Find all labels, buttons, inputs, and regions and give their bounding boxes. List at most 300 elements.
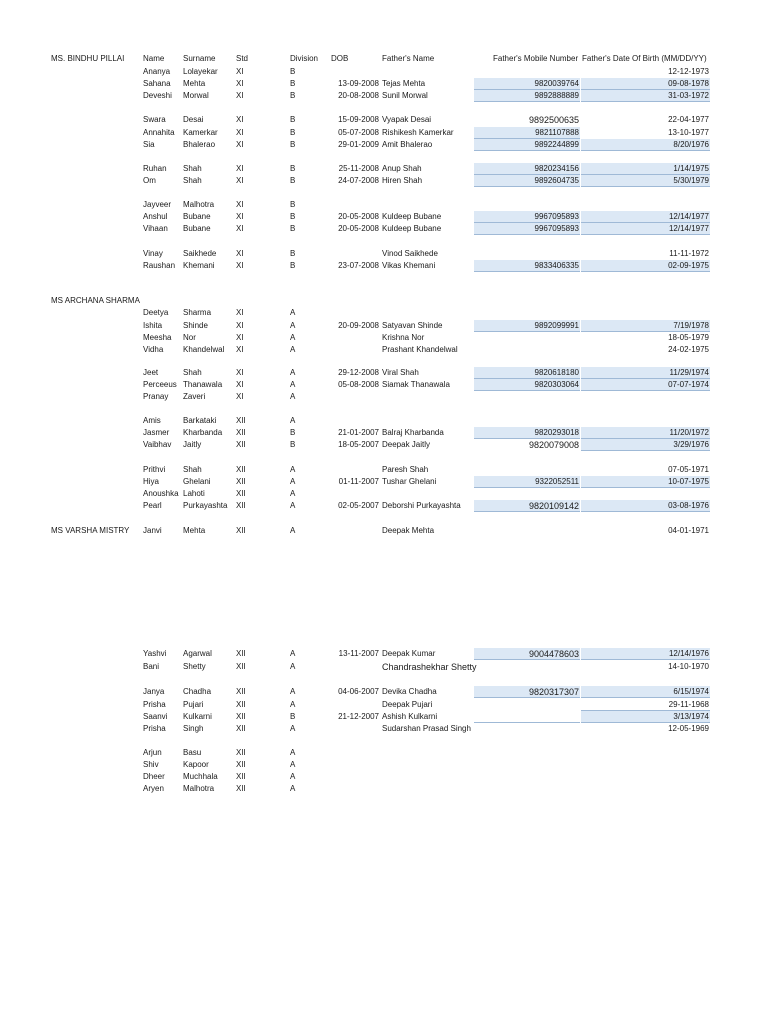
cell-father-dob[interactable]: 13-10-1977 bbox=[668, 128, 709, 137]
cell-surname[interactable]: Shah bbox=[183, 176, 202, 185]
cell-mobile[interactable]: 9892500635 bbox=[528, 115, 579, 125]
cell-mobile[interactable]: 9821107888 bbox=[535, 128, 579, 137]
table-row bbox=[0, 248, 768, 260]
cell-std[interactable]: XI bbox=[236, 308, 244, 317]
cell-mobile[interactable]: 9892888889 bbox=[534, 91, 579, 100]
cell-mobile[interactable]: 9820303064 bbox=[534, 380, 579, 389]
cell-father-name[interactable]: Amit Bhalerao bbox=[382, 140, 433, 149]
cell-mobile[interactable]: 9820109142 bbox=[528, 501, 579, 511]
cell-father-dob[interactable]: 09-08-1978 bbox=[668, 79, 709, 88]
table-row bbox=[0, 500, 768, 512]
cell-name[interactable]: Sia bbox=[143, 140, 155, 149]
cell-name[interactable]: Vaibhav bbox=[143, 440, 172, 449]
cell-name[interactable]: Vihaan bbox=[143, 224, 168, 233]
cell-surname[interactable]: Mehta bbox=[183, 79, 206, 88]
teacher-label-3[interactable]: MS VARSHA MISTRY bbox=[51, 526, 130, 535]
cell-father-dob[interactable]: 3/13/1974 bbox=[673, 712, 709, 721]
cell-dob[interactable]: 01-11-2007 bbox=[338, 477, 379, 486]
cell-std[interactable]: XI bbox=[236, 164, 244, 173]
cell-father-dob[interactable]: 29-11-1968 bbox=[668, 700, 709, 709]
cell-std[interactable]: XI bbox=[236, 128, 244, 137]
cell-surname[interactable]: Malhotra bbox=[183, 784, 215, 793]
cell-division[interactable]: B bbox=[290, 712, 296, 721]
table-row bbox=[0, 307, 768, 319]
cell-surname[interactable]: Lolayekar bbox=[183, 67, 218, 76]
cell-name[interactable]: Hiya bbox=[143, 477, 160, 486]
table-row bbox=[0, 367, 768, 379]
header-division[interactable]: Division bbox=[290, 54, 319, 63]
cell-dob[interactable]: 15-09-2008 bbox=[338, 115, 379, 124]
table-row bbox=[0, 711, 768, 723]
cell-father-dob[interactable]: 04-01-1971 bbox=[668, 526, 709, 535]
cell-surname[interactable]: Shah bbox=[183, 465, 202, 474]
cell-surname[interactable]: Nor bbox=[183, 333, 196, 342]
cell-father-dob[interactable]: 8/20/1976 bbox=[673, 140, 709, 149]
cell-std[interactable]: XII bbox=[236, 477, 246, 486]
cell-father-name[interactable]: Deepak Jaitly bbox=[382, 440, 431, 449]
cell-dob[interactable]: 21-01-2007 bbox=[338, 428, 379, 437]
cell-father-name[interactable]: Ashish Kulkarni bbox=[382, 712, 438, 721]
cell-division[interactable]: B bbox=[290, 91, 296, 100]
cell-division[interactable]: B bbox=[290, 164, 296, 173]
cell-division[interactable]: A bbox=[290, 489, 296, 498]
cell-father-dob[interactable]: 24-02-1975 bbox=[668, 345, 709, 354]
cell-father-name[interactable]: Vinod Saikhede bbox=[382, 249, 438, 258]
cell-surname[interactable]: Pujari bbox=[183, 700, 204, 709]
cell-dob[interactable]: 25-11-2008 bbox=[338, 164, 379, 173]
cell-name[interactable]: Bani bbox=[143, 662, 160, 671]
cell-dob[interactable]: 29-01-2009 bbox=[338, 140, 379, 149]
cell-dob[interactable]: 20-05-2008 bbox=[338, 212, 379, 221]
cell-surname[interactable]: Malhotra bbox=[183, 200, 215, 209]
cell-name[interactable]: Om bbox=[143, 176, 156, 185]
cell-division[interactable]: B bbox=[290, 140, 296, 149]
cell-father-dob[interactable]: 03-08-1976 bbox=[668, 501, 709, 510]
table-row bbox=[0, 439, 768, 451]
cell-name[interactable]: Annahita bbox=[143, 128, 175, 137]
cell-father-name[interactable]: Tejas Mehta bbox=[382, 79, 426, 88]
cell-dob[interactable]: 20-08-2008 bbox=[338, 91, 379, 100]
cell-mobile[interactable]: 9833406335 bbox=[534, 261, 579, 270]
cell-father-dob[interactable]: 07-07-1974 bbox=[668, 380, 709, 389]
cell-surname[interactable]: Chadha bbox=[183, 687, 212, 696]
cell-std[interactable]: XII bbox=[236, 772, 246, 781]
cell-father-name[interactable]: Chandrashekhar Shetty bbox=[382, 662, 477, 672]
cell-dob[interactable]: 02-05-2007 bbox=[338, 501, 379, 510]
cell-father-dob[interactable]: 02-09-1975 bbox=[668, 261, 709, 270]
cell-name[interactable]: Dheer bbox=[143, 772, 165, 781]
cell-father-name[interactable]: Tushar Ghelani bbox=[382, 477, 437, 486]
cell-std[interactable]: XII bbox=[236, 649, 246, 658]
cell-name[interactable]: Deveshi bbox=[143, 91, 172, 100]
cell-std[interactable]: XI bbox=[236, 115, 244, 124]
cell-division[interactable]: B bbox=[290, 261, 296, 270]
cell-father-name[interactable]: Deepak Mehta bbox=[382, 526, 435, 535]
table-row bbox=[0, 747, 768, 759]
cell-name[interactable]: Janvi bbox=[143, 526, 162, 535]
cell-division[interactable]: B bbox=[290, 200, 296, 209]
cell-name[interactable]: Sahana bbox=[143, 79, 171, 88]
cell-std[interactable]: XII bbox=[236, 662, 246, 671]
cell-surname[interactable]: Shinde bbox=[183, 321, 208, 330]
cell-name[interactable]: Yashvi bbox=[143, 649, 167, 658]
table-row bbox=[0, 199, 768, 211]
header-std[interactable]: Std bbox=[236, 54, 249, 63]
table-row bbox=[0, 415, 768, 427]
cell-name[interactable]: Shiv bbox=[143, 760, 159, 769]
header-father-dob[interactable]: Father's Date Of Birth (MM/DD/YY) bbox=[582, 54, 707, 63]
cell-surname[interactable]: Bubane bbox=[183, 212, 211, 221]
cell-name[interactable]: Meesha bbox=[143, 333, 172, 342]
cell-surname[interactable]: Barkataki bbox=[183, 416, 217, 425]
cell-surname[interactable]: Shah bbox=[183, 368, 202, 377]
cell-std[interactable]: XII bbox=[236, 784, 246, 793]
cell-std[interactable]: XI bbox=[236, 67, 244, 76]
cell-father-name[interactable]: Vyapak Desai bbox=[382, 115, 432, 124]
table-row bbox=[0, 114, 768, 126]
header-surname[interactable]: Surname bbox=[183, 54, 216, 63]
cell-std[interactable]: XII bbox=[236, 748, 246, 757]
cell-father-dob[interactable]: 3/29/1976 bbox=[673, 440, 709, 449]
table-row bbox=[0, 139, 768, 151]
table-row bbox=[0, 391, 768, 403]
table-row bbox=[0, 648, 768, 660]
table-row bbox=[0, 260, 768, 272]
cell-name[interactable]: Deetya bbox=[143, 308, 169, 317]
cell-division[interactable]: A bbox=[290, 662, 296, 671]
cell-name[interactable]: Vinay bbox=[143, 249, 163, 258]
cell-father-dob[interactable]: 6/15/1974 bbox=[673, 687, 709, 696]
header-father-mobile[interactable]: Father's Mobile Number bbox=[493, 54, 579, 63]
cell-name[interactable]: Saanvi bbox=[143, 712, 168, 721]
cell-surname[interactable]: Purkayashta bbox=[183, 501, 228, 510]
cell-std[interactable]: XI bbox=[236, 91, 244, 100]
cell-surname[interactable]: Khemani bbox=[183, 261, 215, 270]
cell-father-name[interactable]: Deepak Kumar bbox=[382, 649, 436, 658]
table-row bbox=[0, 332, 768, 344]
cell-dob[interactable]: 13-09-2008 bbox=[338, 79, 379, 88]
cell-surname[interactable]: Ghelani bbox=[183, 477, 211, 486]
table-row bbox=[0, 175, 768, 187]
cell-division[interactable]: B bbox=[290, 67, 296, 76]
cell-father-name[interactable]: Kuldeep Bubane bbox=[382, 224, 442, 233]
cell-father-name[interactable]: Deepak Pujari bbox=[382, 700, 433, 709]
cell-surname[interactable]: Shah bbox=[183, 164, 202, 173]
cell-name[interactable]: Aryen bbox=[143, 784, 164, 793]
cell-father-dob[interactable]: 1/14/1975 bbox=[673, 164, 709, 173]
cell-surname[interactable]: Desai bbox=[183, 115, 204, 124]
cell-std[interactable]: XI bbox=[236, 321, 244, 330]
cell-mobile[interactable]: 9820039764 bbox=[534, 79, 579, 88]
cell-father-name[interactable]: Satyavan Shinde bbox=[382, 321, 443, 330]
cell-std[interactable]: XII bbox=[236, 526, 246, 535]
cell-std[interactable]: XII bbox=[236, 465, 246, 474]
cell-division[interactable]: B bbox=[290, 440, 296, 449]
cell-father-dob[interactable]: 12-12-1973 bbox=[668, 67, 709, 76]
table-row bbox=[0, 163, 768, 175]
cell-division[interactable]: A bbox=[290, 380, 296, 389]
cell-father-dob[interactable]: 11-11-1972 bbox=[669, 249, 709, 258]
table-row bbox=[0, 783, 768, 795]
cell-father-dob[interactable]: 12-05-1969 bbox=[668, 724, 709, 733]
cell-mobile[interactable]: 9820293018 bbox=[534, 428, 579, 437]
cell-dob[interactable]: 21-12-2007 bbox=[338, 712, 379, 721]
cell-division[interactable]: A bbox=[290, 700, 296, 709]
cell-std[interactable]: XII bbox=[236, 416, 246, 425]
cell-division[interactable]: A bbox=[290, 501, 296, 510]
table-row bbox=[0, 525, 768, 537]
cell-surname[interactable]: Agarwal bbox=[183, 649, 212, 658]
cell-division[interactable]: A bbox=[290, 784, 296, 793]
cell-surname[interactable]: Mehta bbox=[183, 526, 206, 535]
cell-mobile[interactable]: 9322052511 bbox=[535, 477, 579, 486]
table-row bbox=[0, 759, 768, 771]
cell-division[interactable]: A bbox=[290, 321, 296, 330]
cell-dob[interactable]: 04-06-2007 bbox=[338, 687, 379, 696]
cell-std[interactable]: XII bbox=[236, 501, 246, 510]
cell-surname[interactable]: Saikhede bbox=[183, 249, 217, 258]
cell-surname[interactable]: Jaitly bbox=[183, 440, 202, 449]
cell-father-name[interactable]: Vikas Khemani bbox=[382, 261, 436, 270]
cell-father-dob[interactable]: 18-05-1979 bbox=[668, 333, 709, 342]
cell-name[interactable]: Pearl bbox=[143, 501, 162, 510]
cell-division[interactable]: A bbox=[290, 465, 296, 474]
table-row bbox=[0, 661, 768, 673]
cell-father-dob[interactable]: 11/20/1972 bbox=[669, 428, 709, 437]
cell-mobile[interactable]: 9820317307 bbox=[528, 687, 579, 697]
cell-division[interactable]: A bbox=[290, 392, 296, 401]
cell-std[interactable]: XI bbox=[236, 261, 244, 270]
cell-father-dob[interactable]: 31-03-1972 bbox=[668, 91, 709, 100]
cell-surname[interactable]: Thanawala bbox=[183, 380, 223, 389]
cell-father-dob[interactable]: 07-05-1971 bbox=[668, 465, 709, 474]
cell-surname[interactable]: Kulkarni bbox=[183, 712, 212, 721]
cell-std[interactable]: XI bbox=[236, 224, 244, 233]
cell-father-name[interactable]: Krishna Nor bbox=[382, 333, 425, 342]
cell-father-dob[interactable]: 5/30/1979 bbox=[673, 176, 709, 185]
cell-division[interactable]: A bbox=[290, 760, 296, 769]
cell-surname[interactable]: Sharma bbox=[183, 308, 212, 317]
cell-father-dob[interactable]: 11/29/1974 bbox=[669, 368, 709, 377]
cell-dob[interactable]: 18-05-2007 bbox=[338, 440, 379, 449]
cell-dob[interactable]: 23-07-2008 bbox=[338, 261, 379, 270]
table-row bbox=[0, 211, 768, 223]
cell-mobile[interactable]: 9892244899 bbox=[534, 140, 579, 149]
cell-division[interactable]: A bbox=[290, 333, 296, 342]
header-father-name[interactable]: Father's Name bbox=[382, 54, 435, 63]
cell-father-name[interactable]: Viral Shah bbox=[382, 368, 419, 377]
cell-mobile[interactable]: 9820079008 bbox=[528, 440, 579, 450]
table-row bbox=[0, 464, 768, 476]
header-row bbox=[0, 53, 768, 65]
cell-surname[interactable]: Basu bbox=[183, 748, 202, 757]
table-row bbox=[0, 320, 768, 332]
cell-father-dob[interactable]: 22-04-1977 bbox=[668, 115, 709, 124]
cell-father-name[interactable]: Deborshi Purkayashta bbox=[382, 501, 461, 510]
cell-name[interactable]: Arjun bbox=[143, 748, 162, 757]
cell-division[interactable]: A bbox=[290, 345, 296, 354]
cell-dob[interactable]: 05-07-2008 bbox=[338, 128, 379, 137]
cell-name[interactable]: Jeet bbox=[143, 368, 159, 377]
table-row bbox=[0, 476, 768, 488]
cell-father-name[interactable]: Hiren Shah bbox=[382, 176, 423, 185]
cell-surname[interactable]: Khandelwal bbox=[183, 345, 225, 354]
cell-mobile[interactable]: 9820618180 bbox=[534, 368, 579, 377]
cell-std[interactable]: XI bbox=[236, 345, 244, 354]
cell-father-name[interactable]: Kuldeep Bubane bbox=[382, 212, 442, 221]
cell-std[interactable]: XI bbox=[236, 176, 244, 185]
cell-std[interactable]: XII bbox=[236, 440, 246, 449]
cell-division[interactable]: B bbox=[290, 249, 296, 258]
cell-surname[interactable]: Morwal bbox=[183, 91, 209, 100]
table-row bbox=[0, 686, 768, 698]
cell-dob[interactable]: 13-11-2007 bbox=[338, 649, 379, 658]
cell-father-name[interactable]: Rishikesh Kamerkar bbox=[382, 128, 454, 137]
cell-father-name[interactable]: Sudarshan Prasad Singh bbox=[382, 724, 471, 733]
table-row bbox=[0, 488, 768, 500]
cell-father-dob[interactable]: 12/14/1976 bbox=[668, 649, 709, 658]
cell-std[interactable]: XI bbox=[236, 79, 244, 88]
cell-std[interactable]: XI bbox=[236, 140, 244, 149]
cell-name[interactable]: Raushan bbox=[143, 261, 176, 270]
cell-name[interactable]: Prisha bbox=[143, 700, 166, 709]
cell-division[interactable]: B bbox=[290, 212, 296, 221]
header-dob[interactable]: DOB bbox=[331, 54, 349, 63]
cell-father-dob[interactable]: 10-07-1975 bbox=[668, 477, 709, 486]
cell-division[interactable]: A bbox=[290, 748, 296, 757]
cell-surname[interactable]: Kharbanda bbox=[183, 428, 223, 437]
table-row bbox=[0, 379, 768, 391]
cell-surname[interactable]: Bhalerao bbox=[183, 140, 216, 149]
cell-name[interactable]: Ruhan bbox=[143, 164, 167, 173]
cell-father-dob[interactable]: 7/19/1978 bbox=[673, 321, 709, 330]
cell-std[interactable]: XI bbox=[236, 212, 244, 221]
cell-std[interactable]: XI bbox=[236, 368, 244, 377]
cell-mobile[interactable]: 9004478603 bbox=[528, 649, 579, 659]
cell-name[interactable]: Janya bbox=[143, 687, 165, 696]
cell-dob[interactable]: 29-12-2008 bbox=[338, 368, 379, 377]
cell-dob[interactable]: 05-08-2008 bbox=[338, 380, 379, 389]
cell-name[interactable]: Perceeus bbox=[143, 380, 177, 389]
cell-std[interactable]: XII bbox=[236, 687, 246, 696]
cell-name[interactable]: Vidha bbox=[143, 345, 164, 354]
cell-division[interactable]: B bbox=[290, 428, 296, 437]
table-row bbox=[0, 90, 768, 102]
cell-std[interactable]: XII bbox=[236, 700, 246, 709]
cell-surname[interactable]: Kamerkar bbox=[183, 128, 218, 137]
table-row bbox=[0, 78, 768, 90]
cell-std[interactable]: XI bbox=[236, 380, 244, 389]
cell-father-dob[interactable]: 14-10-1970 bbox=[668, 662, 709, 671]
cell-surname[interactable]: Muchhala bbox=[183, 772, 218, 781]
cell-division[interactable]: A bbox=[290, 526, 296, 535]
cell-father-name[interactable]: Devika Chadha bbox=[382, 687, 437, 696]
cell-dob[interactable]: 24-07-2008 bbox=[338, 176, 379, 185]
cell-division[interactable]: A bbox=[290, 477, 296, 486]
table-row bbox=[0, 723, 768, 735]
cell-division[interactable]: A bbox=[290, 368, 296, 377]
cell-division[interactable]: A bbox=[290, 772, 296, 781]
cell-surname[interactable]: Zaveri bbox=[183, 392, 206, 401]
cell-mobile[interactable]: 9820234156 bbox=[534, 164, 579, 173]
cell-surname[interactable]: Shetty bbox=[183, 662, 206, 671]
cell-mobile[interactable]: 9967095893 bbox=[534, 212, 579, 221]
cell-std[interactable]: XI bbox=[236, 200, 244, 209]
cell-name[interactable]: Anoushka bbox=[143, 489, 179, 498]
cell-father-dob[interactable]: 12/14/1977 bbox=[668, 212, 709, 221]
cell-name[interactable]: Prisha bbox=[143, 724, 166, 733]
cell-father-name[interactable]: Anup Shah bbox=[382, 164, 422, 173]
table-row bbox=[0, 427, 768, 439]
cell-father-name[interactable]: Paresh Shah bbox=[382, 465, 429, 474]
table-row bbox=[0, 344, 768, 356]
cell-name[interactable]: Anshul bbox=[143, 212, 168, 221]
table-row bbox=[0, 223, 768, 235]
cell-std[interactable]: XII bbox=[236, 724, 246, 733]
cell-std[interactable]: XII bbox=[236, 760, 246, 769]
cell-name[interactable]: Ananya bbox=[143, 67, 171, 76]
cell-std[interactable]: XI bbox=[236, 392, 244, 401]
cell-father-name[interactable]: Sunil Morwal bbox=[382, 91, 428, 100]
cell-division[interactable]: B bbox=[290, 128, 296, 137]
cell-surname[interactable]: Lahoti bbox=[183, 489, 205, 498]
cell-surname[interactable]: Kapoor bbox=[183, 760, 209, 769]
table-row bbox=[0, 66, 768, 78]
table-row bbox=[0, 127, 768, 139]
teacher-label-1[interactable]: MS. BINDHU PILLAI bbox=[51, 54, 125, 63]
cell-division[interactable]: A bbox=[290, 724, 296, 733]
cell-std[interactable]: XII bbox=[236, 489, 246, 498]
cell-division[interactable]: B bbox=[290, 224, 296, 233]
cell-mobile[interactable]: 9892099991 bbox=[534, 321, 579, 330]
cell-father-name[interactable]: Prashant Khandelwal bbox=[382, 345, 458, 354]
header-name[interactable]: Name bbox=[143, 54, 165, 63]
cell-mobile[interactable]: 9967095893 bbox=[534, 224, 579, 233]
cell-division[interactable]: A bbox=[290, 416, 296, 425]
cell-std[interactable]: XII bbox=[236, 712, 246, 721]
cell-division[interactable]: A bbox=[290, 308, 296, 317]
cell-division[interactable]: B bbox=[290, 176, 296, 185]
cell-surname[interactable]: Bubane bbox=[183, 224, 211, 233]
cell-mobile[interactable]: 9892604735 bbox=[534, 176, 579, 185]
cell-dob[interactable]: 20-09-2008 bbox=[338, 321, 379, 330]
cell-name[interactable]: Jasmer bbox=[143, 428, 170, 437]
cell-name[interactable]: Swara bbox=[143, 115, 166, 124]
table-row bbox=[0, 771, 768, 783]
cell-std[interactable]: XI bbox=[236, 333, 244, 342]
cell-father-name[interactable]: Siamak Thanawala bbox=[382, 380, 450, 389]
cell-division[interactable]: A bbox=[290, 687, 296, 696]
cell-division[interactable]: A bbox=[290, 649, 296, 658]
cell-surname[interactable]: Singh bbox=[183, 724, 204, 733]
teacher-label-2[interactable]: MS ARCHANA SHARMA bbox=[51, 296, 140, 305]
cell-name[interactable]: Prithvi bbox=[143, 465, 166, 474]
table-row bbox=[0, 699, 768, 711]
cell-name[interactable]: Pranay bbox=[143, 392, 169, 401]
cell-division[interactable]: B bbox=[290, 115, 296, 124]
cell-std[interactable]: XI bbox=[236, 249, 244, 258]
cell-border bbox=[474, 711, 580, 723]
cell-division[interactable]: B bbox=[290, 79, 296, 88]
cell-std[interactable]: XII bbox=[236, 428, 246, 437]
cell-dob[interactable]: 20-05-2008 bbox=[338, 224, 379, 233]
teacher-row-2 bbox=[0, 295, 768, 307]
cell-name[interactable]: Ishita bbox=[143, 321, 163, 330]
cell-name[interactable]: Amis bbox=[143, 416, 161, 425]
cell-father-dob[interactable]: 12/14/1977 bbox=[668, 224, 709, 233]
cell-father-name[interactable]: Balraj Kharbanda bbox=[382, 428, 444, 437]
cell-name[interactable]: Jayveer bbox=[143, 200, 172, 209]
